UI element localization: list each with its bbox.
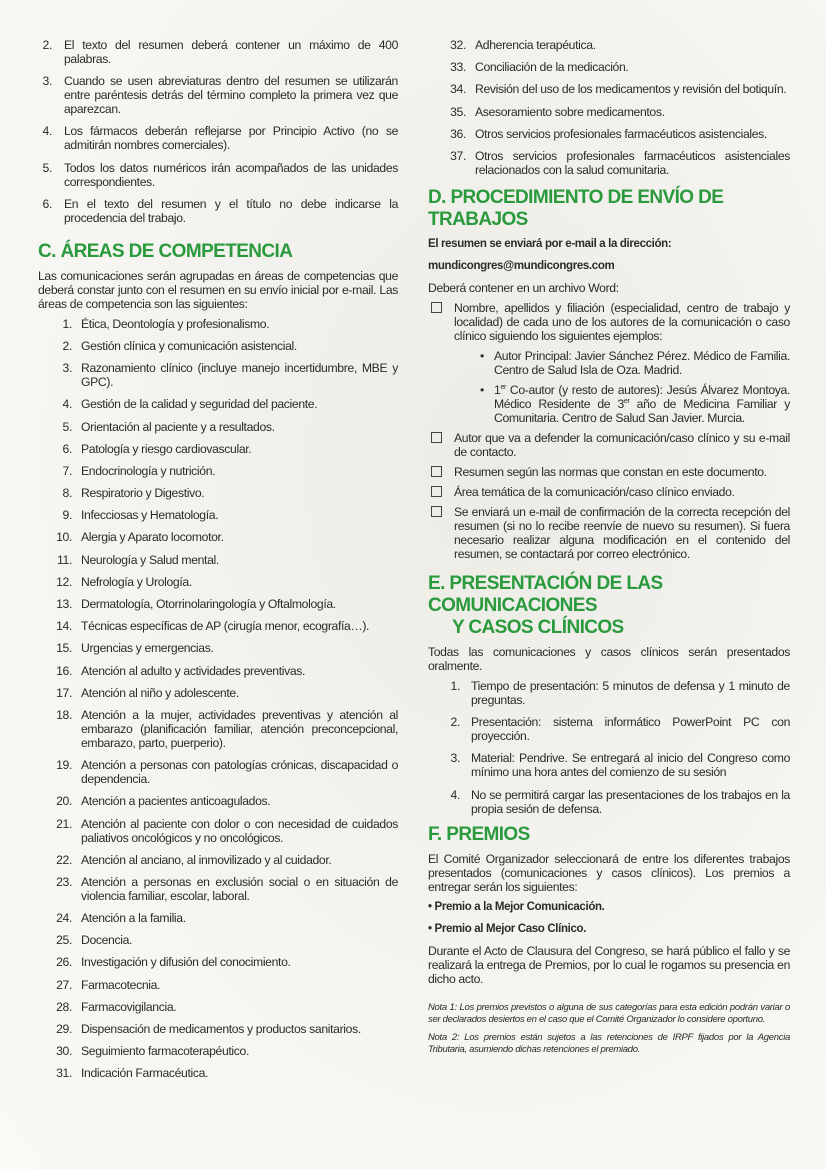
item-text: Urgencias y emergencias. [81,641,214,656]
item-text: Atención al adulto y actividades preventivas. [81,663,306,678]
item-text: Neurología y Salud mental. [81,552,219,567]
item-number: 37. [450,148,466,163]
list-item [38,197,398,225]
item-number: 7. [62,463,72,478]
list-item [56,853,398,867]
item-number: 22. [56,852,72,867]
item-number: 20. [56,794,72,809]
abstract-rules-list [38,38,398,225]
section-c-intro: Las comunicaciones serán agrupadas en áreas de competencias que deberá constar junto con el resumen en su envío inicial por e-mail. Las áreas de competencia son las siguientes: [38,268,398,311]
item-number: 6. [62,441,72,456]
right-column [428,38,790,1062]
item-text: Material: Pendrive. Se entregará al inicio del Congreso como mínimo una hora antes del comienzo de su sesión [471,751,790,780]
item-number: 19. [56,758,72,773]
section-e-title [428,573,790,639]
left-column [38,38,398,1089]
checklist-item [428,301,790,425]
item-number: 3. [62,361,72,376]
item-text: Atención a personas en exclusión social o en situación de violencia familiar, escolar, laboral. [81,874,398,903]
item-number: 32. [450,38,466,52]
list-item [56,1000,398,1014]
item-text: Atención a la mujer, actividades preventivas y atención al embarazo (planificación familiar, atención preconcepcional, embarazo, parto, puerperio). [81,707,398,750]
item-text: Los fármacos deberán reflejarse por Principio Activo (no se admitirán nombres comerciales). [64,124,398,153]
item-number: 14. [56,619,72,634]
item-text: Indicación Farmacéutica. [81,1066,209,1081]
list-item [56,464,398,478]
checklist-text: Resumen según las normas que constan en este documento. [454,464,767,479]
list-item [56,686,398,700]
list-item [56,486,398,500]
list-item [446,788,790,816]
item-text: Patología y riesgo cardiovascular. [81,441,252,456]
item-number: 23. [56,874,72,889]
list-item [56,1022,398,1036]
list-item [56,575,398,589]
item-number: 9. [62,508,72,523]
item-text: Investigación y difusión del conocimiento. [81,955,291,970]
item-number: 29. [56,1022,72,1036]
list-item [450,60,790,74]
list-item [56,955,398,969]
checkbox-icon [431,486,442,497]
list-item [38,124,398,152]
item-text: Nefrología y Urología. [81,574,192,589]
list-item [446,715,790,743]
item-number: 18. [56,707,72,722]
item-text: Todos los datos numéricos irán acompañados de las unidades correspondientes. [64,160,398,189]
item-number: 24. [56,911,72,926]
checklist-text: Nombre, apellidos y filiación (especialidad, centro de trabajo y localidad) de cada uno de los autores de la comunicación o caso clínico siguiendo los siguientes ejemplos: [454,300,790,343]
item-text: Dermatología, Otorrinolaringología y Oftalmología. [81,597,336,611]
item-text: Gestión clínica y comunicación asistencial. [81,338,297,353]
item-number: 3. [42,74,52,89]
section-f-closing: Durante el Acto de Clausura del Congreso, se hará público el fallo y se realizará la entrega de Premios, por lo cual le rogamos su presencia en dicho acto. [428,943,790,986]
item-text: Seguimiento farmacoterapéutico. [81,1044,249,1059]
item-number: 4. [450,787,460,802]
competence-areas-list-continued [450,38,790,177]
item-text: Razonamiento clínico (incluye manejo incertidumbre, MBE y GPC). [81,361,398,390]
item-text: Atención al niño y adolescente. [81,685,239,700]
item-number: 5. [42,160,52,175]
item-text: Atención a pacientes anticoagulados. [81,794,271,809]
list-item [56,641,398,655]
note-2: Nota 2: Los premios están sujetos a las retenciones de IRPF fijados por la Agencia Tributaria, asumiendo dichas retenciones el premiado. [428,1031,790,1055]
item-text: Atención al paciente con dolor o con necesidad de cuidados paliativos oncológicos y no oncológicos. [81,816,398,845]
list-item [56,442,398,456]
list-item [56,758,398,786]
list-item [56,933,398,947]
item-text: Respiratorio y Digestivo. [81,486,205,501]
item-number: 31. [56,1066,72,1081]
list-item [56,794,398,808]
item-text: Tiempo de presentación: 5 minutos de defensa y 1 minuto de preguntas. [471,678,790,707]
item-text: Revisión del uso de los medicamentos y revisión del botiquín. [475,82,787,97]
superscript: er [500,383,506,391]
item-text: Endocrinología y nutrición. [81,463,216,478]
checkbox-icon [431,466,442,477]
competence-areas-list [56,317,398,1081]
prize-item: • Premio al Mejor Caso Clínico. [428,922,587,935]
item-text: No se permitirá cargar las presentaciones de los trabajos en la propia sesión de defensa. [471,787,790,816]
list-item [56,339,398,353]
item-text: Gestión de la calidad y seguridad del paciente. [81,397,318,412]
checklist-item [428,465,790,479]
item-text: Presentación: sistema informático PowerPoint PC con proyección. [471,715,790,744]
item-number: 21. [56,816,72,831]
list-item [38,161,398,189]
checklist-item [428,431,790,459]
item-number: 34. [450,82,466,97]
send-label: El resumen se enviará por e-mail a la dirección: [428,237,672,250]
list-item [56,619,398,633]
item-number: 12. [56,574,72,589]
item-number: 28. [56,999,72,1014]
item-text: Docencia. [81,933,133,948]
item-number: 10. [56,530,72,545]
list-item [56,553,398,567]
list-item [56,597,398,611]
item-number: 2. [42,38,52,52]
section-c-title: C. ÁREAS DE COMPETENCIA [38,240,293,262]
item-number: 13. [56,597,72,611]
item-number: 1. [62,316,72,331]
bullet-icon: • [480,348,484,363]
checkbox-icon [431,506,442,517]
item-text: Atención a personas con patologías crónicas, discapacidad o dependencia. [81,758,398,787]
item-number: 2. [62,338,72,353]
list-item [38,74,398,116]
contain-label: Deberá contener en un archivo Word: [428,280,619,295]
list-item [450,105,790,119]
item-text: Infecciosas y Hematología. [81,508,219,523]
list-item [56,420,398,434]
list-item [56,911,398,925]
item-number: 8. [62,486,72,501]
item-text: Farmacotecnia. [81,977,161,992]
list-item [56,664,398,678]
item-text: Atención a la familia. [81,911,186,926]
item-number: 17. [56,685,72,700]
item-text: Conciliación de la medicación. [475,60,629,75]
item-text: Dispensación de medicamentos y productos sanitarios. [81,1022,361,1036]
checkbox-icon [431,432,442,443]
section-e-intro: Todas las comunicaciones y casos clínicos serán presentados oralmente. [428,644,790,673]
item-text: Ética, Deontología y profesionalismo. [81,316,270,331]
list-item [56,361,398,389]
item-text: Orientación al paciente y a resultados. [81,419,275,434]
text-part: 1 [494,382,501,397]
item-text: Adherencia terapéutica. [475,38,596,52]
list-item [450,149,790,177]
bullet-icon: • [480,382,484,397]
item-number: 11. [57,552,72,567]
prize-item: • Premio a la Mejor Comunicación. [428,900,605,913]
list-item [56,875,398,903]
list-item [56,708,398,750]
checklist-item [428,485,790,499]
checklist-text: Autor que va a defender la comunicación/caso clínico y su e-mail de contacto. [454,430,790,459]
section-d-title: D. PROCEDIMIENTO DE ENVÍO DE TRABAJOS [428,186,724,230]
item-text: Otros servicios profesionales farmacéuticos asistenciales. [475,126,767,141]
presentation-list [446,679,790,816]
item-number: 36. [450,126,466,141]
list-item [56,1066,398,1080]
item-number: 5. [62,419,72,434]
list-item [56,530,398,544]
list-item [450,38,790,52]
item-number: 25. [56,933,72,948]
item-number: 4. [42,124,52,139]
checklist-item [428,505,790,561]
list-item [450,127,790,141]
item-number: 30. [56,1044,72,1059]
bullet-item [480,383,790,425]
list-item [56,317,398,331]
item-text: Técnicas específicas de AP (cirugía menor, ecografía…). [81,619,370,634]
list-item [38,38,398,66]
list-item [56,508,398,522]
item-number: 3. [450,751,460,766]
list-item [56,978,398,992]
item-number: 33. [450,60,466,75]
item-text: Cuando se usen abreviaturas dentro del resumen se utilizarán entre paréntesis detrás del término completo la primera vez que aparezcan. [64,74,398,117]
bullet-item [480,349,790,377]
item-text: Otros servicios profesionales farmacéuticos asistenciales relacionados con la salud comunitaria. [475,148,790,177]
checklist-text: Área temática de la comunicación/caso clínico enviado. [454,484,735,499]
list-item [446,679,790,707]
list-item [450,82,790,96]
item-text: Asesoramiento sobre medicamentos. [475,104,665,119]
item-number: 1. [450,678,460,693]
item-number: 15. [56,641,72,656]
item-number: 4. [62,397,72,412]
list-item [56,1044,398,1058]
item-text: El texto del resumen deberá contener un máximo de 400 palabras. [64,38,398,66]
item-number: 2. [450,715,460,730]
item-text: Farmacovigilancia. [81,999,177,1014]
section-f-intro: El Comité Organizador seleccionará de entre los diferentes trabajos presentados (comunicaciones y casos clínicos). Los premios a entregar serán los siguientes: [428,851,790,894]
item-number: 27. [56,977,72,992]
item-number: 26. [56,955,72,970]
item-number: 6. [42,196,52,211]
item-text: Atención al anciano, al inmovilizado y al cuidador. [81,852,332,867]
bullet-text [494,383,790,425]
list-item [56,397,398,411]
section-f-title: F. PREMIOS [428,823,530,845]
bullet-text: Autor Principal: Javier Sánchez Pérez. Médico de Familia. Centro de Salud Isla de Oza. Madrid. [494,348,790,377]
item-number: 35. [450,104,466,119]
list-item [56,817,398,845]
superscript: er [623,397,630,405]
checkbox-icon [431,302,442,313]
item-number: 16. [56,663,72,678]
text-part: Co-autor (y resto de autores): Jesús Álvarez Montoya. Médico Residente de 3 [494,382,790,411]
list-item [446,751,790,779]
item-text: Alergia y Aparato locomotor. [81,530,224,545]
checklist-text: Se enviará un e-mail de confirmación de la correcta recepción del resumen (si no lo recibe reenvíe de nuevo su resumen). Si fuera necesario realizar alguna modificación en el contenido del resumen, se contactará por correo electrónico. [454,504,790,561]
title-line: E. PRESENTACIÓN DE LAS COMUNICACIONES [428,572,663,616]
title-line: Y CASOS CLÍNICOS [452,616,624,638]
note-1: Nota 1: Los premios previstos o alguna de sus categorías para esta edición podrán variar o ser declarados desiertos en el caso que el Comité Organizador lo considere oportuno. [428,1001,790,1025]
email-address[interactable]: mundicongres@mundicongres.com [428,259,615,272]
item-text: En el texto del resumen y el título no debe indicarse la procedencia del trabajo. [64,196,398,225]
text-part: año de Medicina Familiar y Comunitaria. Centro de Salud San Javier. Murcia. [494,396,790,425]
